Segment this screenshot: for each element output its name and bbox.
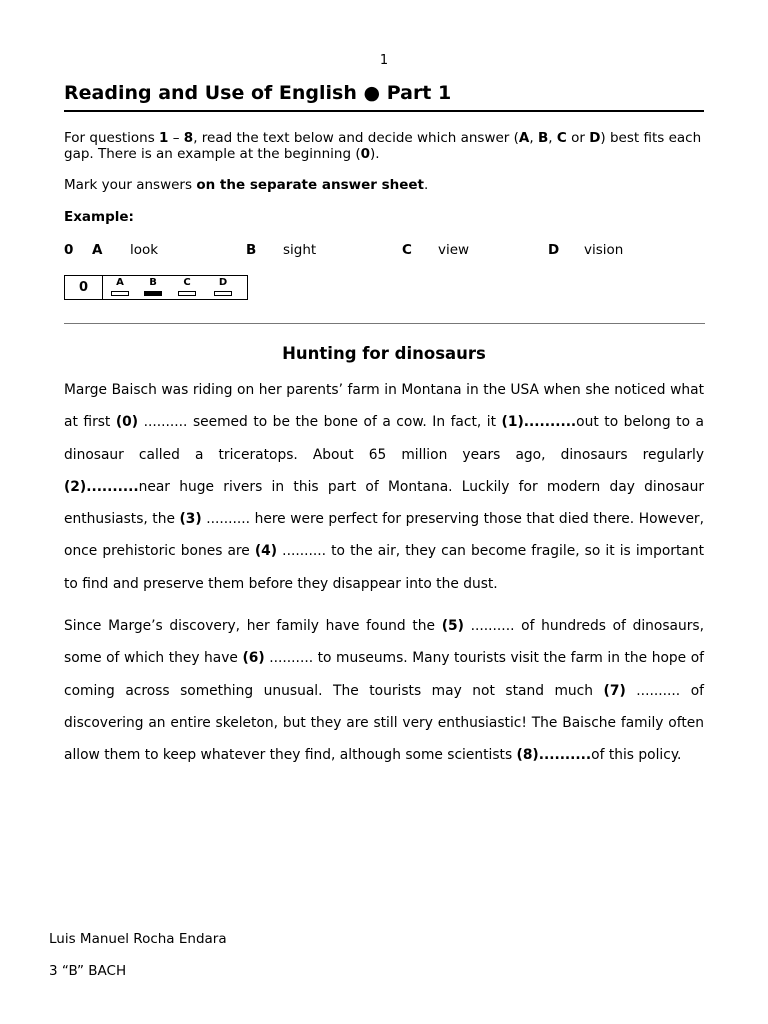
answer-option-d: D (213, 277, 233, 296)
gap-8: (8).......... (516, 747, 592, 764)
gap-5: (5) (441, 618, 464, 634)
gap-7: (7) (603, 682, 626, 699)
example-answer-grid (64, 275, 248, 300)
gap-1: (1).......... (501, 414, 577, 431)
page-number: 1 (379, 53, 389, 68)
answer-box-c (178, 291, 196, 296)
student-name: Luis Manuel Rocha Endara (49, 931, 227, 947)
option-b-letter: B (246, 242, 257, 258)
answer-box-b (144, 291, 162, 296)
mark-answers-text: Mark your answers on the separate answer sheet. (64, 177, 429, 193)
example-label: Example: (64, 209, 134, 225)
paragraph-2: Since Marge’s discovery, her family have found the (5) .......... of hundreds of dinosaurs, some of which they have (6) .......... to museums. Many tourists visit the farm in the hope of coming across something unusual. The tourists may not stand much (7) .......... of discovering an entire skeleton, but they are still very enthusiastic! The Baische family often allow them to keep whatever they find, although some scientists (8)..........of this policy. (64, 618, 704, 764)
gap-3: (3) (179, 511, 202, 528)
section-divider (64, 323, 705, 324)
gap-0: (0) (115, 414, 139, 431)
page-heading: Reading and Use of English ● Part 1 (64, 82, 704, 112)
answer-grid-number: 0 (65, 276, 103, 299)
paragraph-1: Marge Baisch was riding on her parents’ farm in Montana in the USA when she noticed what at first (0) .......... seemed to be the bone of a cow. In fact, it (1)..........out to belong to a dinosaur called a triceratops. About 65 million years ago, dinosaurs regularly (2)..........near huge rivers in this part of Montana. Luckily for modern day dinosaur enthusiasts, the (3) .......... here were perfect for preserving those that died there. However, once prehistoric bones are (4) .......... to the air, they can become fragile, so it is important to find and preserve them before they disappear into the dust. (64, 382, 704, 592)
answer-box-d (214, 291, 232, 296)
option-d-letter: D (548, 242, 560, 258)
instructions-text: For questions 1 – 8, read the text below and decide which answer (A, B, C or D) best fits each gap. There is an example at the beginning (0). (64, 130, 702, 162)
option-c-letter: C (402, 242, 412, 258)
student-class: 3 “B” BACH (49, 963, 127, 979)
example-number: 0 (64, 242, 74, 258)
gap-2: (2).......... (64, 478, 139, 495)
option-a-word: look (130, 242, 159, 258)
option-d-word: vision (584, 242, 624, 258)
gap-6: (6) (242, 650, 265, 667)
text-title: Hunting for dinosaurs (282, 344, 486, 363)
answer-option-c: C (177, 277, 197, 296)
option-c-word: view (438, 242, 470, 258)
answer-box-a (111, 291, 129, 296)
answer-option-a: A (110, 277, 130, 296)
answer-option-b: B (143, 277, 163, 296)
gap-4: (4) (254, 543, 278, 560)
option-a-letter: A (92, 242, 103, 258)
example-options-row (64, 242, 704, 260)
option-b-word: sight (283, 242, 317, 258)
